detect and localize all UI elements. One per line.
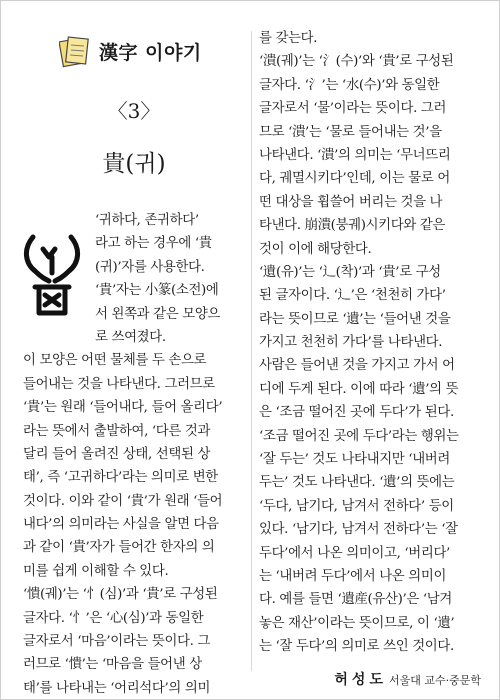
text-line: 가지고 천천히 가다’를 나타낸다. (259, 335, 443, 351)
author-affiliation: 서울대 교수·중문학 (388, 673, 481, 687)
text-line: ‘遺(유)’는 ‘辶(착)’과 ‘貴’로 구성 (259, 264, 441, 280)
text-line: 것이다. 이와 같이 ‘貴’가 원래 ‘들어 (23, 493, 223, 509)
text-line: 를 갖는다. (259, 31, 318, 46)
text-line: 는 ‘내버려 두다’에서 나온 의미이 (259, 568, 447, 584)
right-column (259, 27, 481, 689)
intro-section (23, 209, 245, 349)
text-line: 는 ‘잘 두다’의 의미로 쓰인 것이다. (259, 639, 454, 655)
column-title: 漢字 이야기 (99, 41, 202, 64)
text-line: ‘潰(궤)’는 ‘氵(수)’와 ‘貴’로 구성된 (259, 54, 454, 70)
text-line: 글자다. ‘氵’는 ‘水(수)’와 동일한 (259, 77, 440, 93)
text-line: 태’를 나타내는 ‘어리석다’의 의미 (23, 680, 211, 696)
right-body-text (259, 27, 481, 659)
text-line: 있다. ‘남기다, 남겨서 전하다’는 ‘잘 (259, 522, 458, 538)
text-line: 달리 들어 올려진 상태, 선택된 상 (23, 446, 211, 462)
text-line: 된 글자이다. ‘辶’은 ‘천천히 가다’ (259, 288, 446, 304)
text-line: 므로 ‘潰’는 ‘물로 들어내는 것’을 (259, 124, 442, 140)
text-line: 글자로서 ‘물’이라는 뜻이다. 그러 (259, 101, 447, 117)
text-line: 러므로 ‘憒’는 ‘마음을 들어낸 상 (23, 657, 202, 673)
text-line: 라고 하는 경우에 ‘貴 (95, 236, 212, 252)
seal-script-character-image (19, 229, 85, 321)
text-line: ‘귀하다, 존귀하다’ (95, 213, 199, 228)
text-line: ‘두다, 남기다, 남겨서 전하다’ 등이 (259, 498, 454, 514)
text-line: 태’, 즉 ‘고귀하다’라는 의미로 변한 (23, 470, 218, 486)
left-column (23, 27, 245, 700)
text-line: 미를 쉽게 이해할 수 있다. (23, 563, 169, 579)
text-line: 라는 뜻이므로 ‘遺’는 ‘들어낸 것을 (259, 311, 451, 327)
text-line: ‘조금 떨어진 곳에 두다’라는 행위는 (259, 428, 459, 444)
text-line: 타낸다. 崩潰(붕궤)시키다와 같은 (259, 218, 445, 234)
text-line: 떤 대상을 휩쓸어 버리는 것을 나 (259, 194, 443, 210)
text-line: 내다’의 의미라는 사실을 알면 다음 (23, 517, 219, 533)
text-line: 들어내는 것을 나타낸다. 그러므로 (23, 376, 215, 392)
text-line: 글자다. ‘忄’은 ‘心(심)’과 동일한 (23, 610, 204, 626)
text-line: 라는 뜻에서 출발하여, ‘다른 것과 (23, 423, 211, 439)
text-line: 로 쓰여졌다. (95, 329, 166, 345)
column-header (23, 27, 245, 75)
text-line: 나타낸다. ‘潰’의 의미는 ‘무너뜨리 (259, 147, 451, 163)
left-body-text (23, 349, 245, 700)
text-line: 과 같이 ‘貴’자가 들어간 한자의 의 (23, 540, 215, 556)
text-line: 이 모양은 어떤 물체를 두 손으로 (23, 353, 207, 369)
series-number: 〈3〉 (107, 99, 161, 123)
text-line: 두다’에서 나온 의미이고, ‘버리다’ (259, 545, 450, 561)
text-line: 은 ‘조금 떨어진 곳에 두다’가 된다. (259, 405, 454, 421)
text-line: ‘貴’는 원래 ‘들어내다, 들어 올리다’ (23, 400, 223, 416)
character-title: 貴(귀) (102, 151, 166, 177)
author-name: 허성도 (334, 671, 387, 688)
text-line: 글자로서 ‘마음’이라는 뜻이다. 그 (23, 634, 211, 650)
text-line: (귀)’자를 사용한다. (95, 259, 205, 275)
text-line: 것이 이에 해당한다. (259, 241, 372, 257)
text-line: 두는’ 것도 나타낸다. ‘遺’의 뜻에는 (259, 475, 455, 491)
text-line: 놓은 재산’이라는 뜻이므로, 이 ‘遺’ (259, 615, 455, 631)
text-line: ‘貴’자는 小篆(소전)에 (95, 283, 219, 299)
text-line: ‘잘 두는’ 것도 나타내지만 ‘내버려 (259, 452, 450, 468)
text-line: ‘憒(궤)’는 ‘忄(심)’과 ‘貴’로 구성된 (23, 587, 218, 603)
text-line: 다, 궤멸시키다’인데, 이는 물로 어 (259, 171, 450, 187)
text-line: 디에 두게 된다. 이에 따라 ‘遺’의 뜻 (259, 381, 459, 397)
byline (259, 669, 481, 689)
column-divider (251, 31, 252, 671)
paper-scroll-icon (59, 34, 91, 68)
text-line: 사람은 들어낸 것을 가지고 가서 어 (259, 358, 455, 374)
text-line: 다. 예를 들면 ‘遺産(유산)’은 ‘남겨 (259, 592, 452, 608)
text-line: 서 왼쪽과 같은 모양으 (95, 306, 220, 322)
